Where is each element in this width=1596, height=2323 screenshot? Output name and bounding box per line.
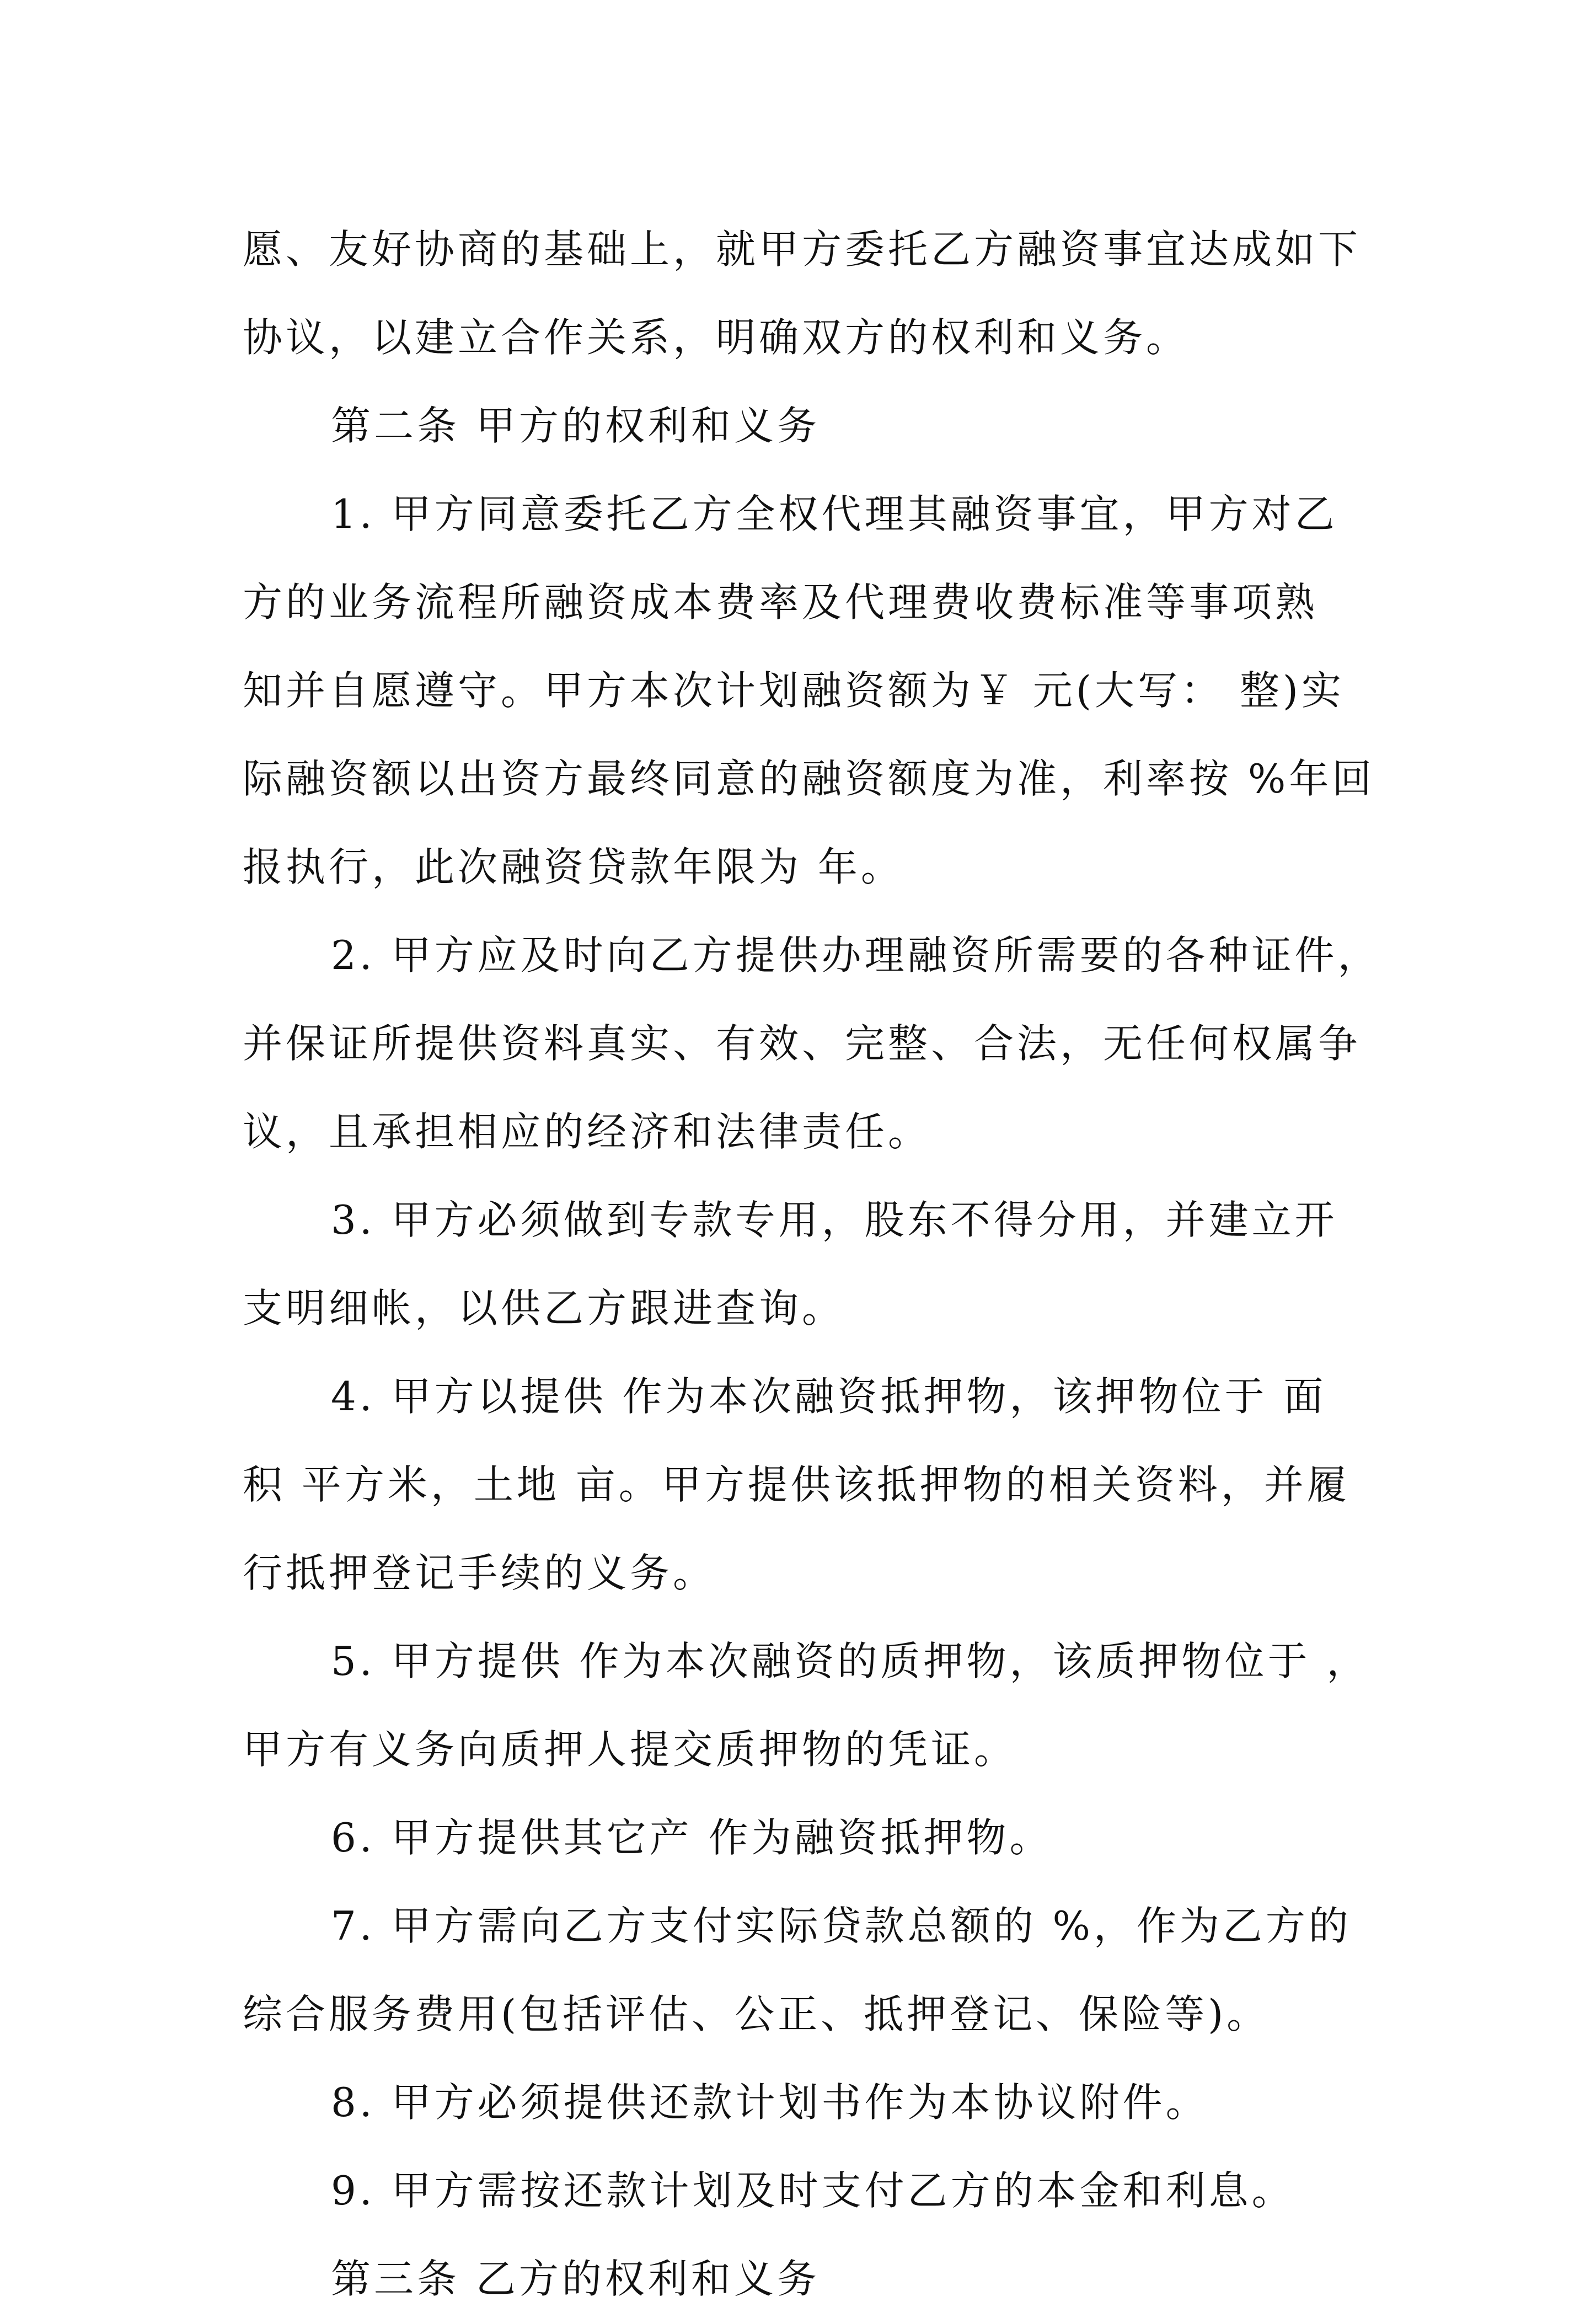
clause-item: 4. 甲方以提供 作为本次融资抵押物，该押物位于 面 <box>331 1373 1327 1420</box>
document-body <box>243 205 1381 2323</box>
text-line: 际融资额以出资方最终同意的融资额度为准，利率按 %年回 <box>243 756 1375 802</box>
clause-item: 3. 甲方必须做到专款专用，股东不得分用，并建立开 <box>331 1197 1338 1243</box>
text-line: 并保证所提供资料真实、有效、完整、合法，无任何权属争 <box>243 1020 1362 1067</box>
section-heading: 第三条 乙方的权利和义务 <box>331 2256 820 2302</box>
clause-item: 7. 甲方需向乙方支付实际贷款总额的 %，作为乙方的 <box>331 1903 1352 1949</box>
section-heading: 第二条 甲方的权利和义务 <box>331 403 820 449</box>
text-line: 议，且承担相应的经济和法律责任。 <box>243 1109 931 1155</box>
text-line: 方的业务流程所融资成本费率及代理费收费标准等事项熟 <box>243 579 1319 625</box>
text-line: 知并自愿遵守。甲方本次计划融资额为￥ 元(大写： 整)实 <box>243 667 1345 714</box>
clause-item: 1. 甲方同意委托乙方全权代理其融资事宜，甲方对乙 <box>331 491 1338 537</box>
clause-item: 9. 甲方需按还款计划及时支付乙方的本金和利息。 <box>331 2167 1295 2214</box>
clause-item: 5. 甲方提供 作为本次融资的质押物，该质押物位于 ， <box>331 1638 1370 1684</box>
text-line: 报执行，此次融资贷款年限为 年。 <box>243 844 904 890</box>
text-line: 愿、友好协商的基础上，就甲方委托乙方融资事宜达成如下 <box>243 226 1362 272</box>
text-line: 协议，以建立合作关系，明确双方的权利和义务。 <box>243 314 1190 361</box>
text-line: 积 平方米，土地 亩。甲方提供该抵押物的相关资料，并履 <box>243 1462 1350 1508</box>
text-line: 甲方有义务向质押人提交质押物的凭证。 <box>243 1726 1017 1773</box>
text-line: 综合服务费用(包括评估、公正、抵押登记、保险等)。 <box>243 1991 1270 2037</box>
clause-item: 2. 甲方应及时向乙方提供办理融资所需要的各种证件， <box>331 932 1381 978</box>
clause-item: 6. 甲方提供其它产 作为融资抵押物。 <box>331 1814 1053 1861</box>
text-line: 支明细帐，以供乙方跟进查询。 <box>243 1285 845 1331</box>
text-line: 行抵押登记手续的义务。 <box>243 1550 716 1596</box>
clause-item: 8. 甲方必须提供还款计划书作为本协议附件。 <box>331 2079 1209 2126</box>
